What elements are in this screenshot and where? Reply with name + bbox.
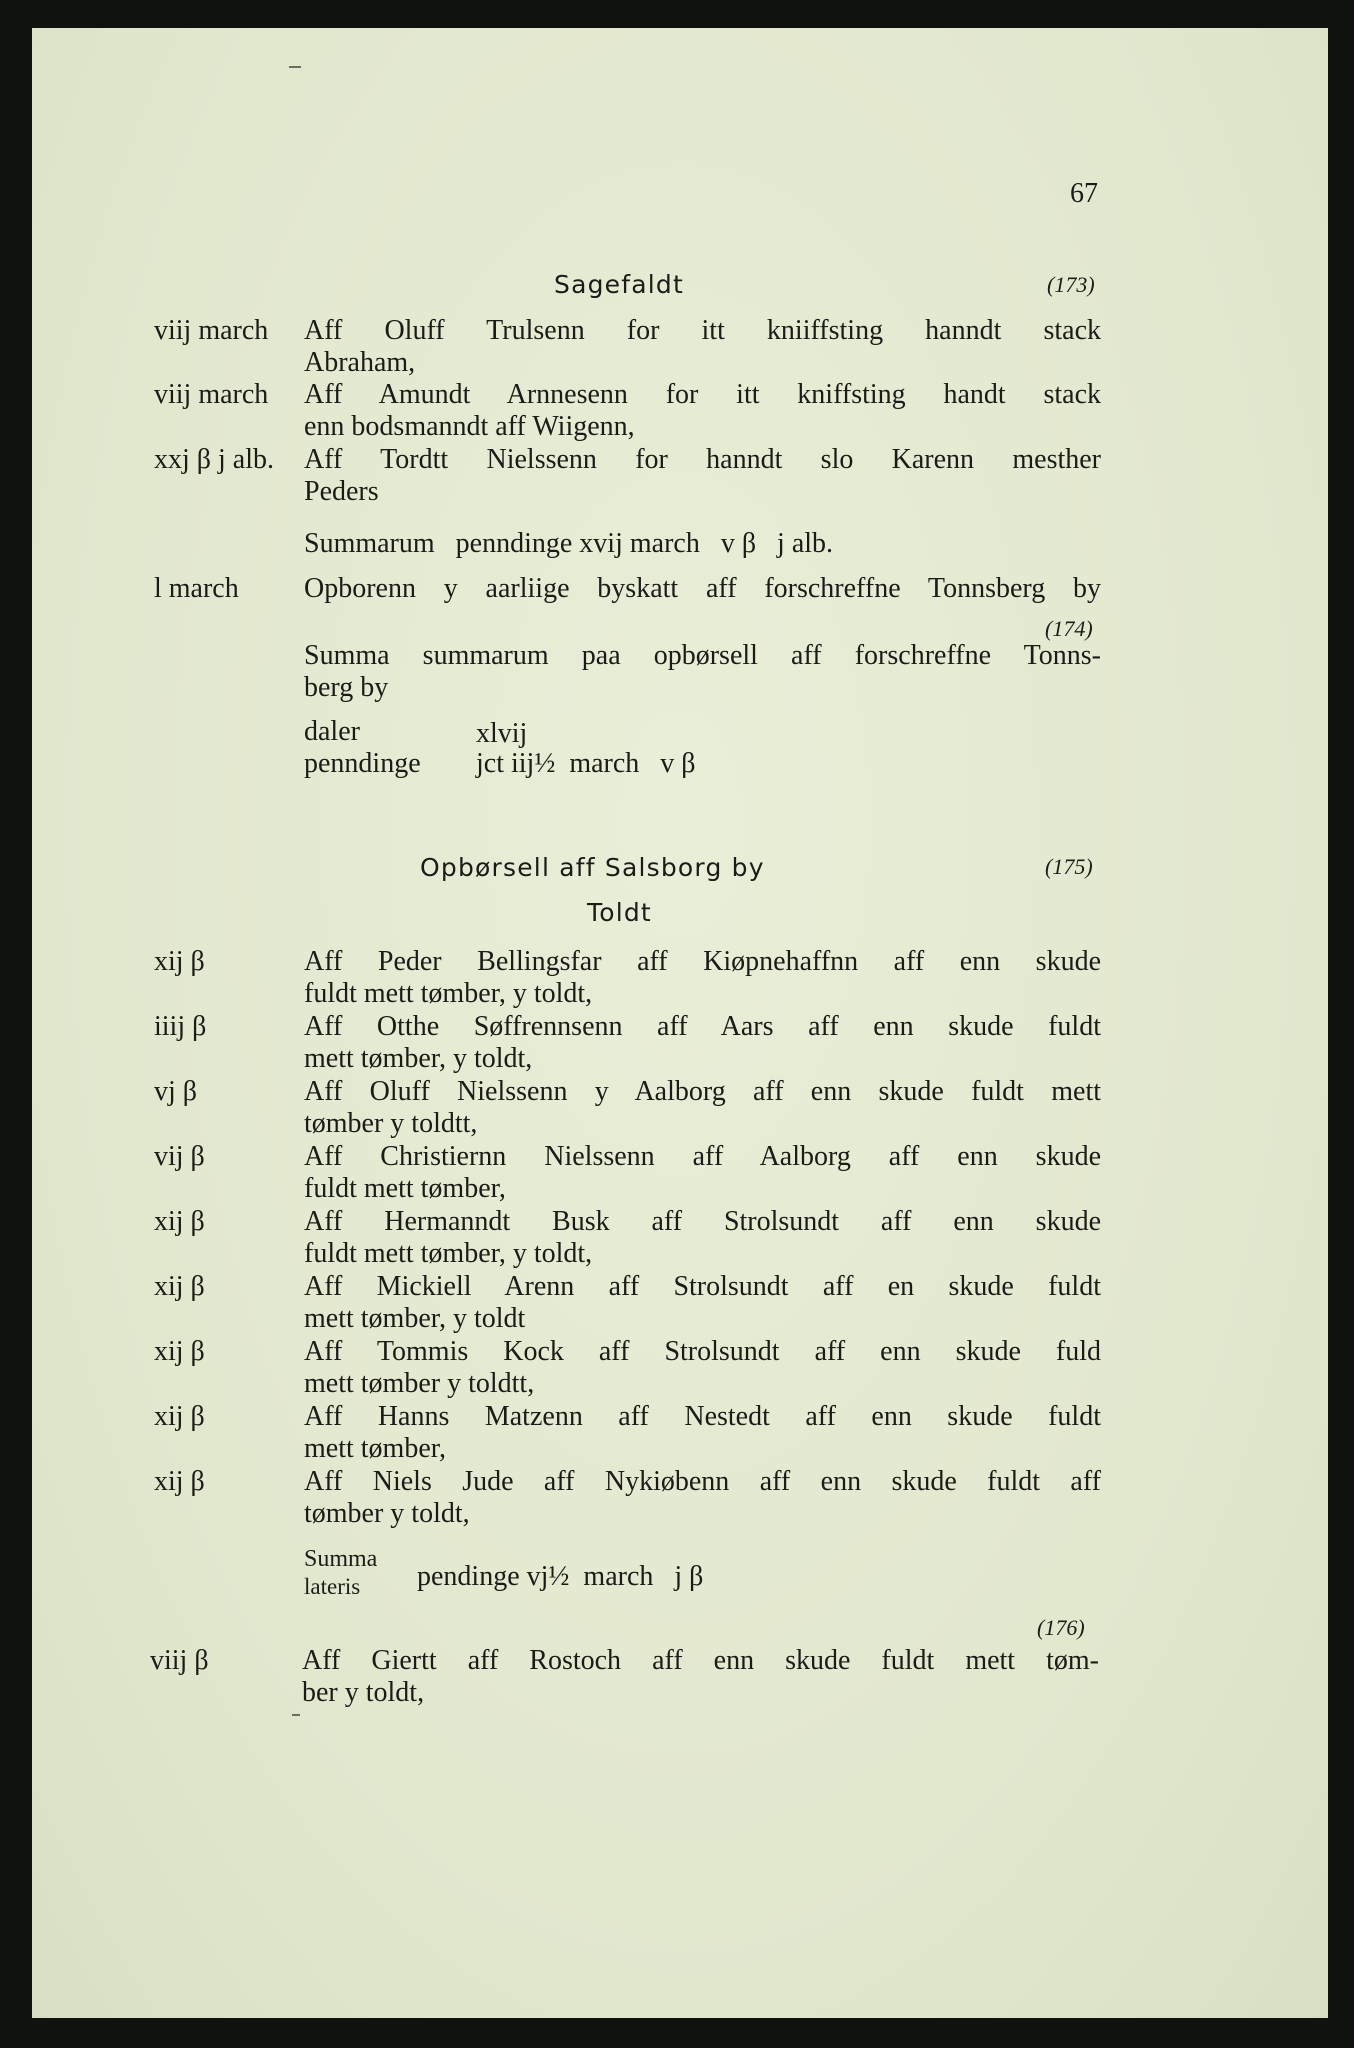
daler-label: daler [304, 716, 360, 747]
summa-summarum-text: Summa summarum paa opbørsell aff forschreffne Tonns- [304, 640, 1101, 671]
section-heading-sagefaldt: Sagefaldt [554, 270, 684, 299]
entry-amount: xij β [154, 1271, 205, 1302]
daler-value: xlvij [476, 718, 528, 749]
entry-text: fuldt mett tømber, y toldt, [304, 978, 593, 1009]
entry-amount: xij β [154, 1466, 205, 1497]
entry-text: Aff Mickiell Arenn aff Strolsundt aff en skude fuldt [304, 1271, 1101, 1302]
document-page [32, 28, 1328, 2018]
summarum-line: Summarum penndinge xvij march v β j alb. [304, 528, 834, 559]
entry-text: enn bodsmanndt aff Wiigenn, [304, 411, 635, 442]
entry-amount: xij β [154, 1206, 205, 1237]
entry-text: Aff Giertt aff Rostoch aff enn skude fuldt mett tøm- [302, 1645, 1099, 1676]
reference-174: (174) [1045, 616, 1093, 641]
entry-amount: xij β [154, 946, 205, 977]
entry-text: Aff Hanns Matzenn aff Nestedt aff enn skude fuldt [304, 1401, 1101, 1432]
reference-173: (173) [1047, 272, 1095, 297]
entry-text: ber y toldt, [302, 1677, 425, 1708]
summa-summarum-text: berg by [304, 672, 389, 703]
entry-amount: viij β [150, 1645, 209, 1676]
entry-text: tømber y toldtt, [304, 1108, 478, 1139]
entry-amount: iiij β [154, 1011, 207, 1042]
entry-amount: xij β [154, 1401, 205, 1432]
opboren-text: Opborenn y aarliige byskatt aff forschreffne Tonnsberg by [304, 573, 1101, 604]
entry-amount: l march [154, 573, 239, 604]
summa-label: Summa [304, 1546, 378, 1572]
penndinge-value: jct iij½ march v β [476, 748, 696, 779]
entry-text: Aff Peder Bellingsfar aff Kiøpnehaffnn aff enn skude [304, 946, 1101, 977]
entry-amount: viij march [154, 315, 269, 346]
entry-text: mett tømber, [304, 1433, 446, 1464]
entry-text: Aff Tordtt Nielssenn for hanndt slo Karenn mesther [304, 444, 1101, 475]
entry-text: mett tømber, y toldt [304, 1303, 526, 1334]
subheading-toldt: Toldt [587, 898, 652, 927]
entry-text: Aff Oluff Nielssenn y Aalborg aff enn skude fuldt mett [304, 1076, 1101, 1107]
entry-text: fuldt mett tømber, y toldt, [304, 1238, 593, 1269]
entry-text: fuldt mett tømber, [304, 1173, 506, 1204]
entry-text: Aff Amundt Arnnesenn for itt kniffsting handt stack [304, 379, 1101, 410]
entry-text: Aff Niels Jude aff Nykiøbenn aff enn skude fuldt aff [304, 1466, 1101, 1497]
entry-text: Aff Otthe Søffrennsenn aff Aars aff enn skude fuldt [304, 1011, 1101, 1042]
reference-176: (176) [1037, 1615, 1085, 1640]
page-number: 67 [1070, 178, 1098, 209]
paper-mark [292, 1714, 300, 1716]
entry-amount: xxj β j alb. [154, 444, 275, 475]
entry-text: Aff Tommis Kock aff Strolsundt aff enn skude fuld [304, 1336, 1101, 1367]
reference-175: (175) [1045, 854, 1093, 879]
entry-amount: viij march [154, 379, 269, 410]
entry-text: Aff Oluff Trulsenn for itt kniiffsting hanndt stack [304, 315, 1101, 346]
section-heading-salsborg: Opbørsell aff Salsborg by [420, 853, 765, 882]
entry-amount: vij β [154, 1141, 205, 1172]
entry-text: mett tømber y toldtt, [304, 1368, 535, 1399]
lateris-label: lateris [304, 1574, 361, 1599]
summa-lateris-value: pendinge vj½ march j β [417, 1561, 704, 1592]
entry-text: Peders [304, 476, 379, 507]
entry-text: mett tømber, y toldt, [304, 1043, 533, 1074]
entry-text: Aff Christiernn Nielssenn aff Aalborg aff enn skude [304, 1141, 1101, 1172]
paper-mark [289, 66, 301, 68]
entry-text: Aff Hermanndt Busk aff Strolsundt aff enn skude [304, 1206, 1101, 1237]
entry-text: Abraham, [304, 347, 416, 378]
entry-text: tømber y toldt, [304, 1498, 470, 1529]
entry-amount: xij β [154, 1336, 205, 1367]
entry-amount: vj β [154, 1076, 198, 1107]
penndinge-label: penndinge [304, 748, 421, 779]
